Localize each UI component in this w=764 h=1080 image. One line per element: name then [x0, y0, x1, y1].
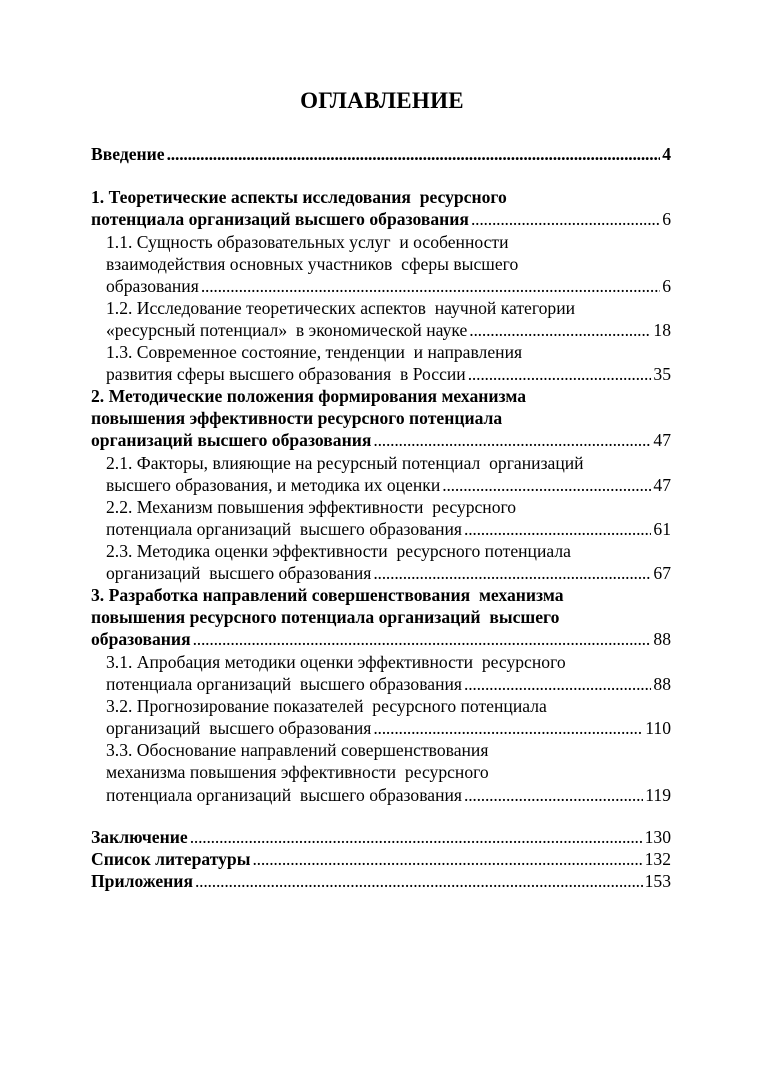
toc-chapter-2-line-3: организаций высшего образования . . . 47 — [91, 429, 671, 451]
dot-leader — [442, 474, 651, 496]
toc-page-number: 4 — [662, 144, 671, 164]
toc-chapter-3-line-2: повышения ресурсного потенциала организаций высшего — [91, 607, 560, 627]
toc-section-1-3-line-1: 1.3. Современное состояние, тенденции и направления — [106, 342, 523, 362]
toc-page-number: 153 — [644, 871, 671, 891]
dot-leader — [193, 628, 652, 650]
dot-leader — [195, 870, 643, 892]
toc-page-number: 6 — [662, 276, 671, 296]
toc-page-number: 47 — [653, 430, 671, 450]
dot-leader — [464, 673, 651, 695]
toc-chapter-3-line-3: образования . . . 88 — [91, 628, 671, 650]
dot-leader — [167, 143, 661, 165]
toc-section-3-2-line-2: организаций высшего образования . . . 110 — [106, 717, 671, 739]
dot-leader — [468, 363, 652, 385]
toc-section-1-1-line-3: образования . . . 6 — [106, 275, 671, 297]
toc-entry-references: Список литературы . . . 132 — [91, 848, 671, 870]
dot-leader — [190, 826, 643, 848]
toc-page-number: 110 — [645, 718, 671, 738]
toc-section-1-2-line-2: «ресурсный потенциал» в экономической науке . . . 18 — [106, 319, 671, 341]
toc-section-2-3-line-2: организаций высшего образования . . . 67 — [106, 562, 671, 584]
toc-section-3-3-line-2: механизма повышения эффективности ресурсного — [106, 762, 489, 782]
dot-leader — [469, 319, 651, 341]
toc-section-2-1-line-2: высшего образования, и методика их оценки . . . 47 — [106, 474, 671, 496]
toc-page-number: 119 — [645, 785, 671, 805]
page-title: ОГЛАВЛЕНИЕ — [300, 88, 464, 113]
toc-chapter-1-line-1: 1. Теоретические аспекты исследования ресурсного — [91, 187, 507, 207]
dot-leader — [464, 518, 651, 540]
toc-section-3-3-line-3: потенциала организаций высшего образования . . . 119 — [106, 784, 671, 806]
toc-page-number: 130 — [644, 827, 671, 847]
toc-chapter-1-line-2: потенциала организаций высшего образования . . . 6 — [91, 208, 671, 230]
dot-leader — [373, 562, 651, 584]
toc-entry-conclusion: Заключение . . . 130 — [91, 826, 671, 848]
toc-page-number: 88 — [653, 629, 671, 649]
toc-entry-intro — [91, 143, 671, 165]
toc-page-number: 6 — [662, 209, 671, 229]
toc-section-1-3-line-2: развития сферы высшего образования в России . . . 35 — [106, 363, 671, 385]
dot-leader — [373, 717, 643, 739]
toc-section-3-3-line-1: 3.3. Обоснование направлений совершенствования — [106, 740, 489, 760]
dot-leader — [201, 275, 660, 297]
dot-leader — [252, 848, 642, 870]
toc-page-number: 18 — [653, 320, 671, 340]
toc-entry-appendices: Приложения . . . 153 — [91, 870, 671, 892]
toc-section-1-1-line-1: 1.1. Сущность образовательных услуг и особенности — [106, 232, 509, 252]
toc-section-2-1-line-1: 2.1. Факторы, влияющие на ресурсный потенциал организаций — [106, 453, 584, 473]
toc-page-number: 35 — [653, 364, 671, 384]
toc-section-3-1-line-1: 3.1. Апробация методики оценки эффективности ресурсного — [106, 652, 566, 672]
toc-entry-label: Введение — [91, 144, 165, 164]
toc-section-1-2-line-1: 1.2. Исследование теоретических аспектов научной категории — [106, 298, 576, 318]
toc-page-number: 132 — [644, 849, 671, 869]
toc-chapter-3-line-1: 3. Разработка направлений совершенствования механизма — [91, 585, 564, 605]
toc-section-2-2-line-2: потенциала организаций высшего образования . . . 61 — [106, 518, 671, 540]
toc-page-number: 67 — [653, 563, 671, 583]
toc-page-number: 88 — [653, 674, 671, 694]
toc-section-3-2-line-1: 3.2. Прогнозирование показателей ресурсного потенциала — [106, 696, 547, 716]
toc-chapter-2-line-2: повышения эффективности ресурсного потенциала — [91, 408, 503, 428]
toc-section-1-1-line-2: взаимодействия основных участников сферы высшего — [106, 254, 519, 274]
toc-section-3-1-line-2: потенциала организаций высшего образования . . . 88 — [106, 673, 671, 695]
toc-page-number: 61 — [653, 519, 671, 539]
dot-leader — [464, 784, 643, 806]
toc-page-number: 47 — [653, 475, 671, 495]
dot-leader — [373, 429, 651, 451]
toc-section-2-2-line-1: 2.2. Механизм повышения эффективности ресурсного — [106, 497, 517, 517]
toc-chapter-2-line-1: 2. Методические положения формирования механизма — [91, 386, 527, 406]
dot-leader — [471, 208, 660, 230]
toc-section-2-3-line-1: 2.3. Методика оценки эффективности ресурсного потенциала — [106, 541, 571, 561]
